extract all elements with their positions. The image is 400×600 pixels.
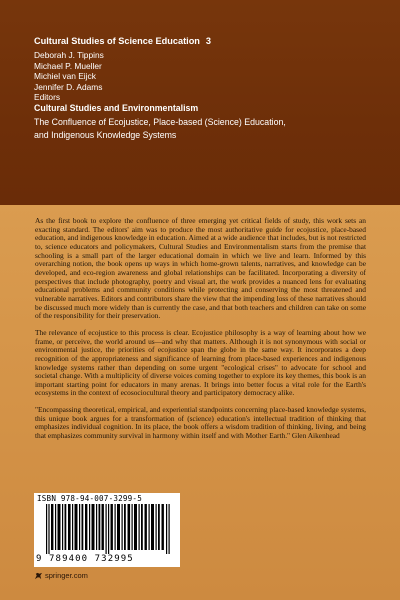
series-heading (34, 36, 211, 46)
editors-list (34, 50, 104, 103)
editors-role: Editors (34, 92, 61, 103)
editor-name: Jennifer D. Adams (34, 81, 103, 92)
blurb-quote: "Encompassing theoretical, empirical, and experiential standpoints concerning place-based knowledge systems, this unique book argues for a transformation of (science) education's intellectual tradition of thinking that emphasizes individual cognition. In its place, the book offers a wisdom tradition of thinking, living, and being that emphasizes community survival in harmony within itself and with Mother Earth." Glen Aikenhead (35, 405, 366, 441)
blurb-paragraph: The relevance of ecojustice to this process is clear. Ecojustice philosophy is a way of learning about how we frame, or perceive, the world around us—and why that matters. Although it is not synonymous with social or environmental justice, the priorities of ecojustice span the globe in the same way. It incorporates a deep recognition of the appropriateness and significance of learning from place-based experiences and indigenous knowledge systems rather than depending on some urgent "ecological crises" to advocate for school and societal change. With a multiplicity of diverse voices coming together to explore its key themes, this book is an important starting point for educators in many arenas. It brings into better focus a vital role for the Earth's ecosystems in the context of ecosociocultural theory and participatory democracy alike. (35, 327, 366, 398)
title-band (0, 0, 400, 205)
publisher-mark[interactable] (34, 571, 88, 580)
series-number: 3 (205, 36, 212, 46)
isbn-label: ISBN 978-94-007-3299-5 (37, 494, 142, 503)
isbn-barcode-box (34, 493, 180, 567)
book-title: Cultural Studies and Environmentalism (34, 103, 199, 113)
subtitle-line: and Indigenous Knowledge Systems (34, 130, 177, 140)
springer-horse-icon (34, 572, 43, 580)
blurb-paragraph: As the first book to explore the confluence of three emerging yet critical fields of study, this work sets an exacting standard. The editors' aim was to produce the most authoritative guide for ecojustice, place-based education, and indigenous knowledge in education. Aimed at a wide audience that includes, but is not restricted to, science educators and policymakers, Cultural Studies and Environmentalism starts from the premise that schooling is a small part of the larger educational domain in which we live and learn. Informed by this overarching notion, the book opens up ways in which home-grown talents, narratives, and knowledge can be developed, and eco-region awareness and global relationships can be facilitated. Incorporating a diversity of perspectives that include photography, poetry and visual art, the work provides a nuanced lens for evaluating educational problems and community conditions while protecting and conserving the most threatened and vulnerable narratives. Editors and contributors share the view that the impending loss of these narratives should be discussed much more widely than is currently the case, and that both teachers and children can take on some of the responsibility for their preservation. (35, 216, 366, 321)
editor-name: Deborah J. Tippins (34, 50, 104, 60)
barcode-icon (46, 504, 170, 554)
book-subtitle (34, 116, 334, 142)
series-name: Cultural Studies of Science Education (34, 36, 200, 46)
publisher-url[interactable]: springer.com (45, 571, 88, 580)
subtitle-line: The Confluence of Ecojustice, Place-based (Science) Education, (34, 117, 286, 127)
barcode-digits: 9 789400 732995 (36, 554, 134, 564)
editor-name: Michiel van Eijck (34, 71, 96, 82)
blurb (35, 217, 366, 449)
editor-name: Michael P. Mueller (34, 60, 102, 71)
